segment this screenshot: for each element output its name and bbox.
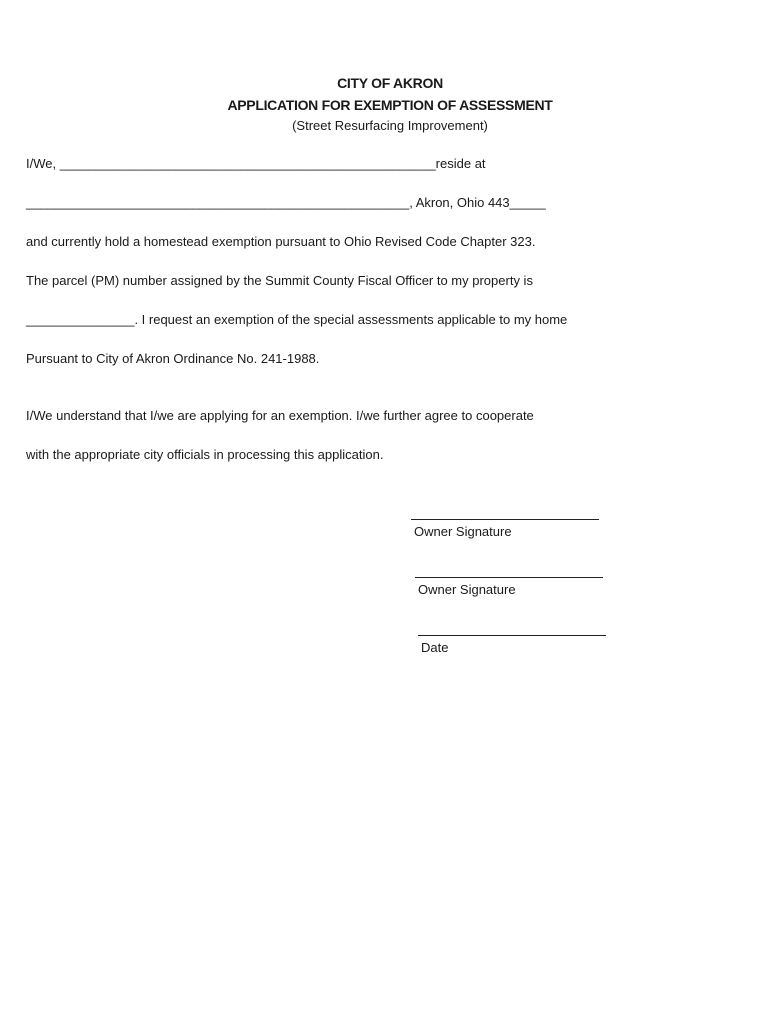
date-rule: [418, 635, 606, 636]
applicant-name-line: I/We, ____________________________________________________reside at: [26, 156, 486, 171]
owner-signature-1-label: Owner Signature: [414, 524, 512, 539]
signature-rule: [411, 519, 599, 520]
date-label: Date: [421, 640, 449, 655]
exemption-request-line: _______________. I request an exemption of the special assessments applicable to my home: [26, 312, 568, 327]
homestead-statement: and currently hold a homestead exemption pursuant to Ohio Revised Code Chapter 323.: [26, 234, 536, 249]
form-title: APPLICATION FOR EXEMPTION OF ASSESSMENT: [227, 97, 553, 113]
owner-signature-2-label: Owner Signature: [418, 582, 516, 597]
date-field[interactable]: [418, 635, 606, 655]
parcel-statement: The parcel (PM) number assigned by the Summit County Fiscal Officer to my property is: [26, 273, 533, 288]
city-heading: CITY OF AKRON: [337, 75, 443, 91]
understanding-line: I/We understand that I/we are applying for an exemption. I/we further agree to cooperate: [26, 408, 534, 423]
address-line: _____________________________________________________, Akron, Ohio 443_____: [26, 195, 546, 210]
owner-signature-1[interactable]: [411, 519, 599, 539]
owner-signature-2[interactable]: [415, 577, 603, 597]
header-block: [0, 72, 770, 136]
form-subtitle: (Street Resurfacing Improvement): [292, 118, 488, 133]
cooperation-line: with the appropriate city officials in processing this application.: [26, 447, 384, 462]
signature-rule: [415, 577, 603, 578]
ordinance-line: Pursuant to City of Akron Ordinance No. 241-1988.: [26, 351, 320, 366]
